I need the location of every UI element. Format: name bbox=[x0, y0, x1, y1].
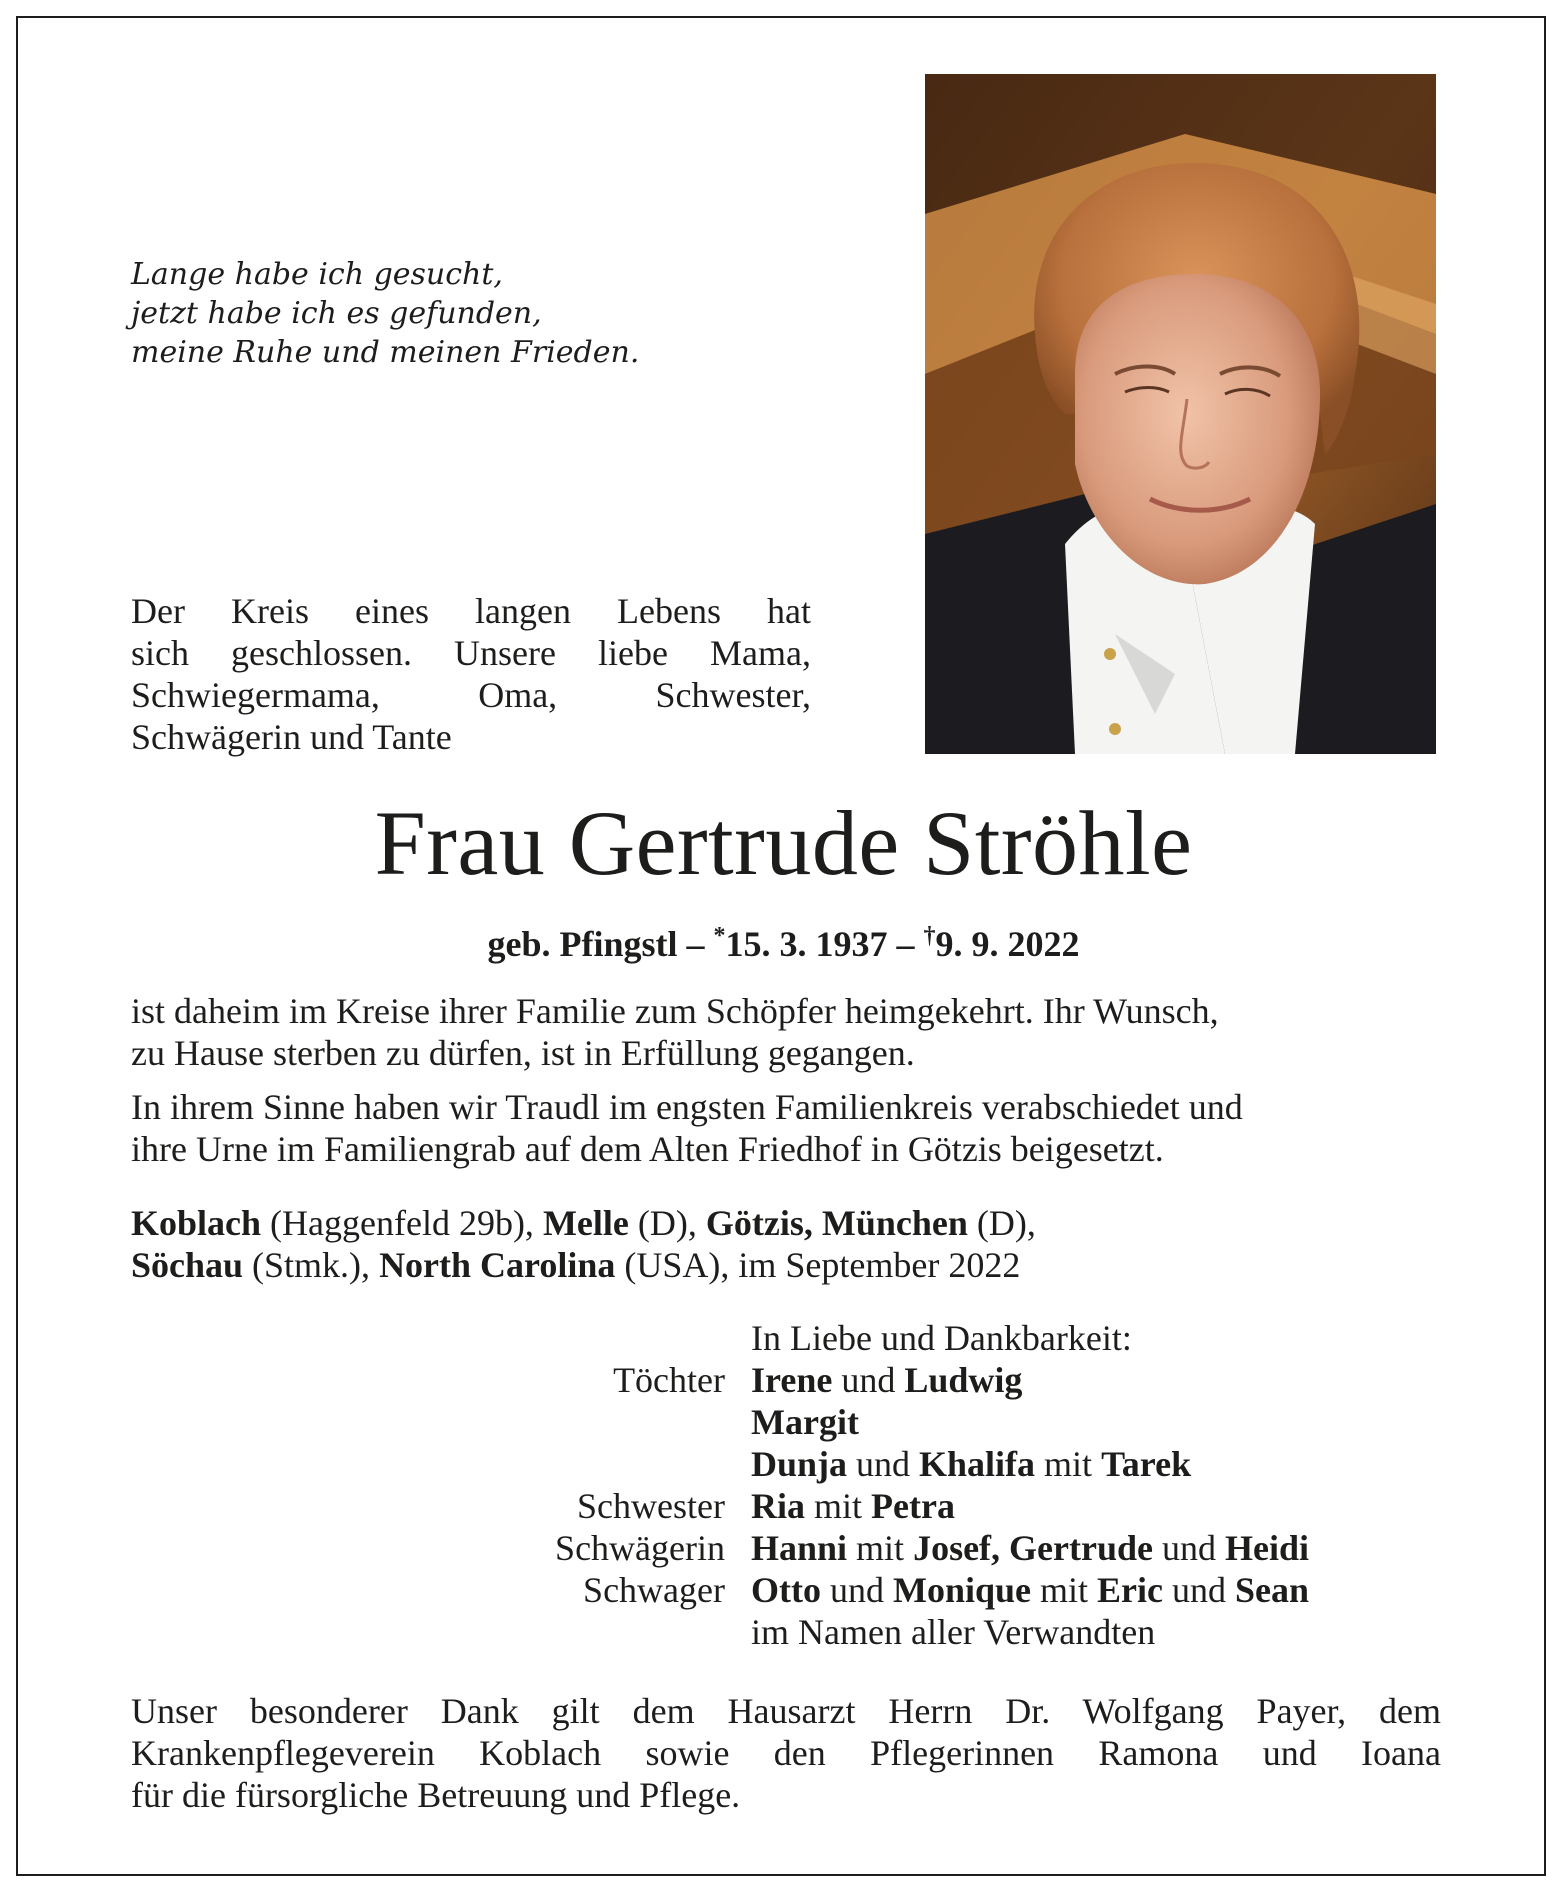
connector: mit bbox=[805, 1486, 872, 1526]
relative-name: Eric bbox=[1097, 1570, 1164, 1610]
relative-name: Otto bbox=[751, 1570, 821, 1610]
connector: und bbox=[832, 1360, 905, 1400]
quote-line: meine Ruhe und meinen Frieden. bbox=[131, 335, 640, 370]
relative-name: Khalifa bbox=[919, 1444, 1036, 1484]
relative-name: Monique bbox=[892, 1570, 1032, 1610]
separator: – bbox=[686, 924, 705, 964]
family-list bbox=[0, 1317, 1567, 1653]
death-date: 9. 9. 2022 bbox=[935, 924, 1080, 964]
relative-name: Hanni bbox=[751, 1528, 848, 1568]
relative-name: Irene bbox=[751, 1360, 833, 1400]
relative-names bbox=[751, 1359, 1022, 1401]
family-heading: In Liebe und Dankbarkeit: bbox=[751, 1318, 1132, 1358]
intro-line: Schwiegermama, Oma, Schwester, bbox=[131, 675, 811, 715]
connector: und bbox=[847, 1444, 920, 1484]
place-detail: (D), bbox=[628, 1203, 706, 1243]
connector: mit bbox=[847, 1528, 914, 1568]
intro-line: Schwägerin und Tante bbox=[131, 717, 452, 757]
relative-name: Josef, Gertrude bbox=[913, 1528, 1153, 1568]
relative-name: Ludwig bbox=[904, 1360, 1023, 1400]
relation-label: Töchter bbox=[613, 1360, 725, 1400]
paragraph-line: ist daheim im Kreise ihrer Familie zum Schöpfer heimgekehrt. Ihr Wunsch, bbox=[131, 991, 1219, 1031]
family-row bbox=[0, 1443, 1567, 1485]
family-row bbox=[0, 1401, 1567, 1443]
birth-star-icon: * bbox=[713, 923, 726, 949]
relative-name: Ria bbox=[751, 1486, 805, 1526]
places-and-date bbox=[131, 1202, 1441, 1286]
family-heading-row bbox=[0, 1317, 1567, 1359]
quote-line: jetzt habe ich es gefunden, bbox=[131, 296, 542, 331]
paragraph-line: Unser besonderer Dank gilt dem Hausarzt Herrn Dr. Wolfgang Payer, dem bbox=[131, 1691, 1441, 1731]
opening-quote bbox=[131, 255, 751, 372]
paragraph-line: für die fürsorgliche Betreuung und Pflege. bbox=[131, 1775, 741, 1815]
connector: mit bbox=[1035, 1444, 1102, 1484]
separator: – bbox=[896, 924, 915, 964]
relative-name: Petra bbox=[871, 1486, 955, 1526]
maiden-name: geb. Pfingstl bbox=[487, 924, 678, 964]
intro-text bbox=[131, 590, 811, 758]
paragraph-line: In ihrem Sinne haben wir Traudl im engsten Familienkreis verabschiedet und bbox=[131, 1087, 1243, 1127]
connector: und bbox=[1163, 1570, 1236, 1610]
paragraph-line: zu Hause sterben zu dürfen, ist in Erfüllung gegangen. bbox=[131, 1033, 915, 1073]
relation-label: Schwester bbox=[577, 1486, 725, 1526]
intro-line: sich geschlossen. Unsere liebe Mama, bbox=[131, 633, 811, 673]
place-detail: (Haggenfeld 29b), bbox=[261, 1203, 543, 1243]
paragraph-line: Krankenpflegeverein Koblach sowie den Pflegerinnen Ramona und Ioana bbox=[131, 1733, 1441, 1773]
place-detail: (D), bbox=[967, 1203, 1036, 1243]
family-row bbox=[0, 1569, 1567, 1611]
death-cross-icon: † bbox=[923, 923, 936, 949]
thanks-paragraph bbox=[131, 1690, 1441, 1816]
relative-names bbox=[751, 1527, 1309, 1569]
family-closing-row bbox=[0, 1611, 1567, 1653]
places-line bbox=[131, 1244, 1441, 1286]
relative-names bbox=[751, 1569, 1309, 1611]
relative-name: Tarek bbox=[1101, 1444, 1192, 1484]
connector: und bbox=[820, 1570, 893, 1610]
place-name: Götzis, München bbox=[705, 1203, 968, 1243]
relative-names bbox=[751, 1401, 859, 1443]
place-detail: (Stmk.), bbox=[243, 1245, 380, 1285]
relation-label: Schwägerin bbox=[555, 1528, 725, 1568]
deceased-name: Frau Gertrude Ströhle bbox=[374, 792, 1193, 894]
birth-date: 15. 3. 1937 bbox=[725, 924, 888, 964]
relation-label: Schwager bbox=[583, 1570, 725, 1610]
intro-line: Der Kreis eines langen Lebens hat bbox=[131, 591, 811, 631]
relative-name: Sean bbox=[1235, 1570, 1310, 1610]
place-name: Melle bbox=[542, 1203, 629, 1243]
family-closing: im Namen aller Verwandten bbox=[751, 1612, 1156, 1652]
quote-line: Lange habe ich gesucht, bbox=[131, 257, 503, 292]
family-row bbox=[0, 1527, 1567, 1569]
paragraph-line: ihre Urne im Familiengrab auf dem Alten Friedhof in Götzis beigesetzt. bbox=[131, 1129, 1164, 1169]
connector: mit bbox=[1031, 1570, 1098, 1610]
relative-names bbox=[751, 1443, 1191, 1485]
connector: und bbox=[1153, 1528, 1225, 1568]
place-name: Koblach bbox=[131, 1203, 262, 1243]
passing-paragraph bbox=[131, 990, 1441, 1074]
places-line bbox=[131, 1202, 1441, 1244]
life-dates bbox=[0, 915, 1567, 965]
relative-names bbox=[751, 1485, 955, 1527]
burial-paragraph bbox=[131, 1086, 1441, 1170]
family-row bbox=[0, 1359, 1567, 1401]
portrait-photo bbox=[925, 74, 1436, 754]
place-name: Söchau bbox=[131, 1245, 244, 1285]
place-name: North Carolina bbox=[379, 1245, 616, 1285]
relative-name: Margit bbox=[751, 1402, 859, 1442]
place-detail: (USA), im September 2022 bbox=[615, 1245, 1021, 1285]
relative-name: Dunja bbox=[751, 1444, 848, 1484]
relative-name: Heidi bbox=[1225, 1528, 1310, 1568]
family-row bbox=[0, 1485, 1567, 1527]
